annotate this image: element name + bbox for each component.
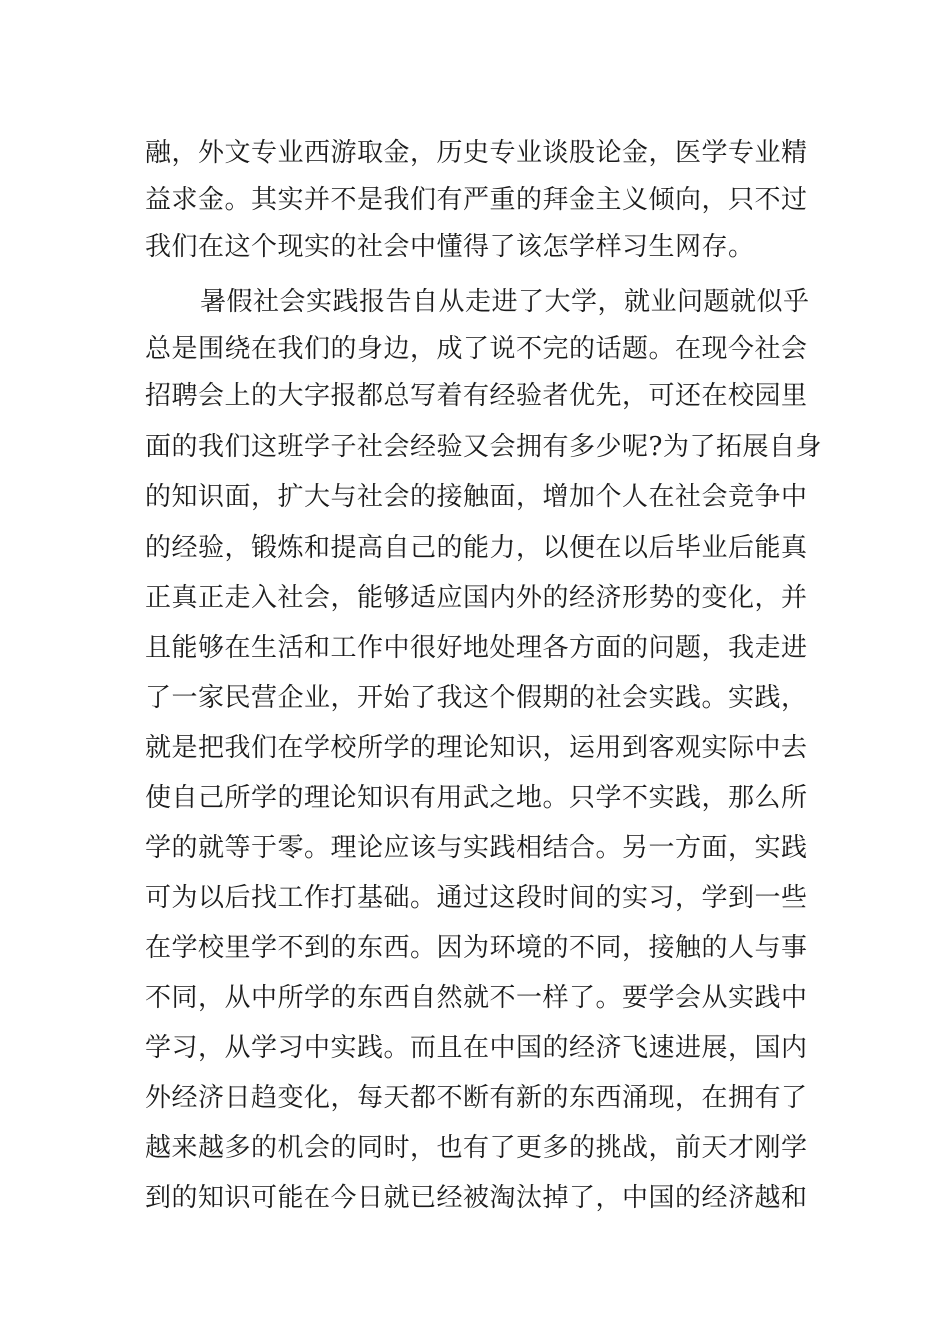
text-line: 面的我们这班学子社会经验又会拥有多少呢?为了拓展自身 — [145, 432, 822, 462]
text-line: 到的知识可能在今日就已经被淘汰掉了，中国的经济越和 — [145, 1183, 808, 1213]
text-line: 融，外文专业西游取金，历史专业谈股论金，医学专业精 — [145, 138, 808, 168]
text-line: 学习，从学习中实践。而且在中国的经济飞速进展，国内 — [145, 1033, 808, 1063]
text-line: 就是把我们在学校所学的理论知识，运用到客观实际中去 — [145, 733, 808, 763]
text-line: 招聘会上的大字报都总写着有经验者优先，可还在校园里 — [145, 381, 808, 411]
text-line: 越来越多的机会的同时，也有了更多的挑战，前天才刚学 — [145, 1133, 808, 1163]
text-line: 益求金。其实并不是我们有严重的拜金主义倾向，只不过 — [145, 185, 808, 215]
text-line: 且能够在生活和工作中很好地处理各方面的问题，我走进 — [145, 633, 808, 663]
text-line: 在学校里学不到的东西。因为环境的不同，接触的人与事 — [145, 933, 808, 963]
text-line: 学的就等于零。理论应该与实践相结合。另一方面，实践 — [145, 833, 808, 863]
text-line: 使自己所学的理论知识有用武之地。只学不实践，那么所 — [145, 783, 808, 813]
text-line: 的经验，锻炼和提高自己的能力，以便在以后毕业后能真 — [145, 533, 808, 563]
text-line: 不同，从中所学的东西自然就不一样了。要学会从实践中 — [145, 983, 808, 1013]
paragraph-first-line: 暑假社会实践报告自从走进了大学，就业问题就似乎 — [200, 287, 810, 317]
text-line: 我们在这个现实的社会中懂得了该怎学样习生网存。 — [145, 232, 755, 262]
text-line: 的知识面，扩大与社会的接触面，增加个人在社会竞争中 — [145, 482, 808, 512]
text-line: 正真正走入社会，能够适应国内外的经济形势的变化，并 — [145, 583, 808, 613]
text-line: 了一家民营企业，开始了我这个假期的社会实践。实践， — [145, 683, 808, 713]
text-line: 可为以后找工作打基础。通过这段时间的实习，学到一些 — [145, 883, 808, 913]
text-line: 总是围绕在我们的身边，成了说不完的话题。在现今社会 — [145, 334, 808, 364]
text-line: 外经济日趋变化，每天都不断有新的东西涌现，在拥有了 — [145, 1083, 808, 1113]
